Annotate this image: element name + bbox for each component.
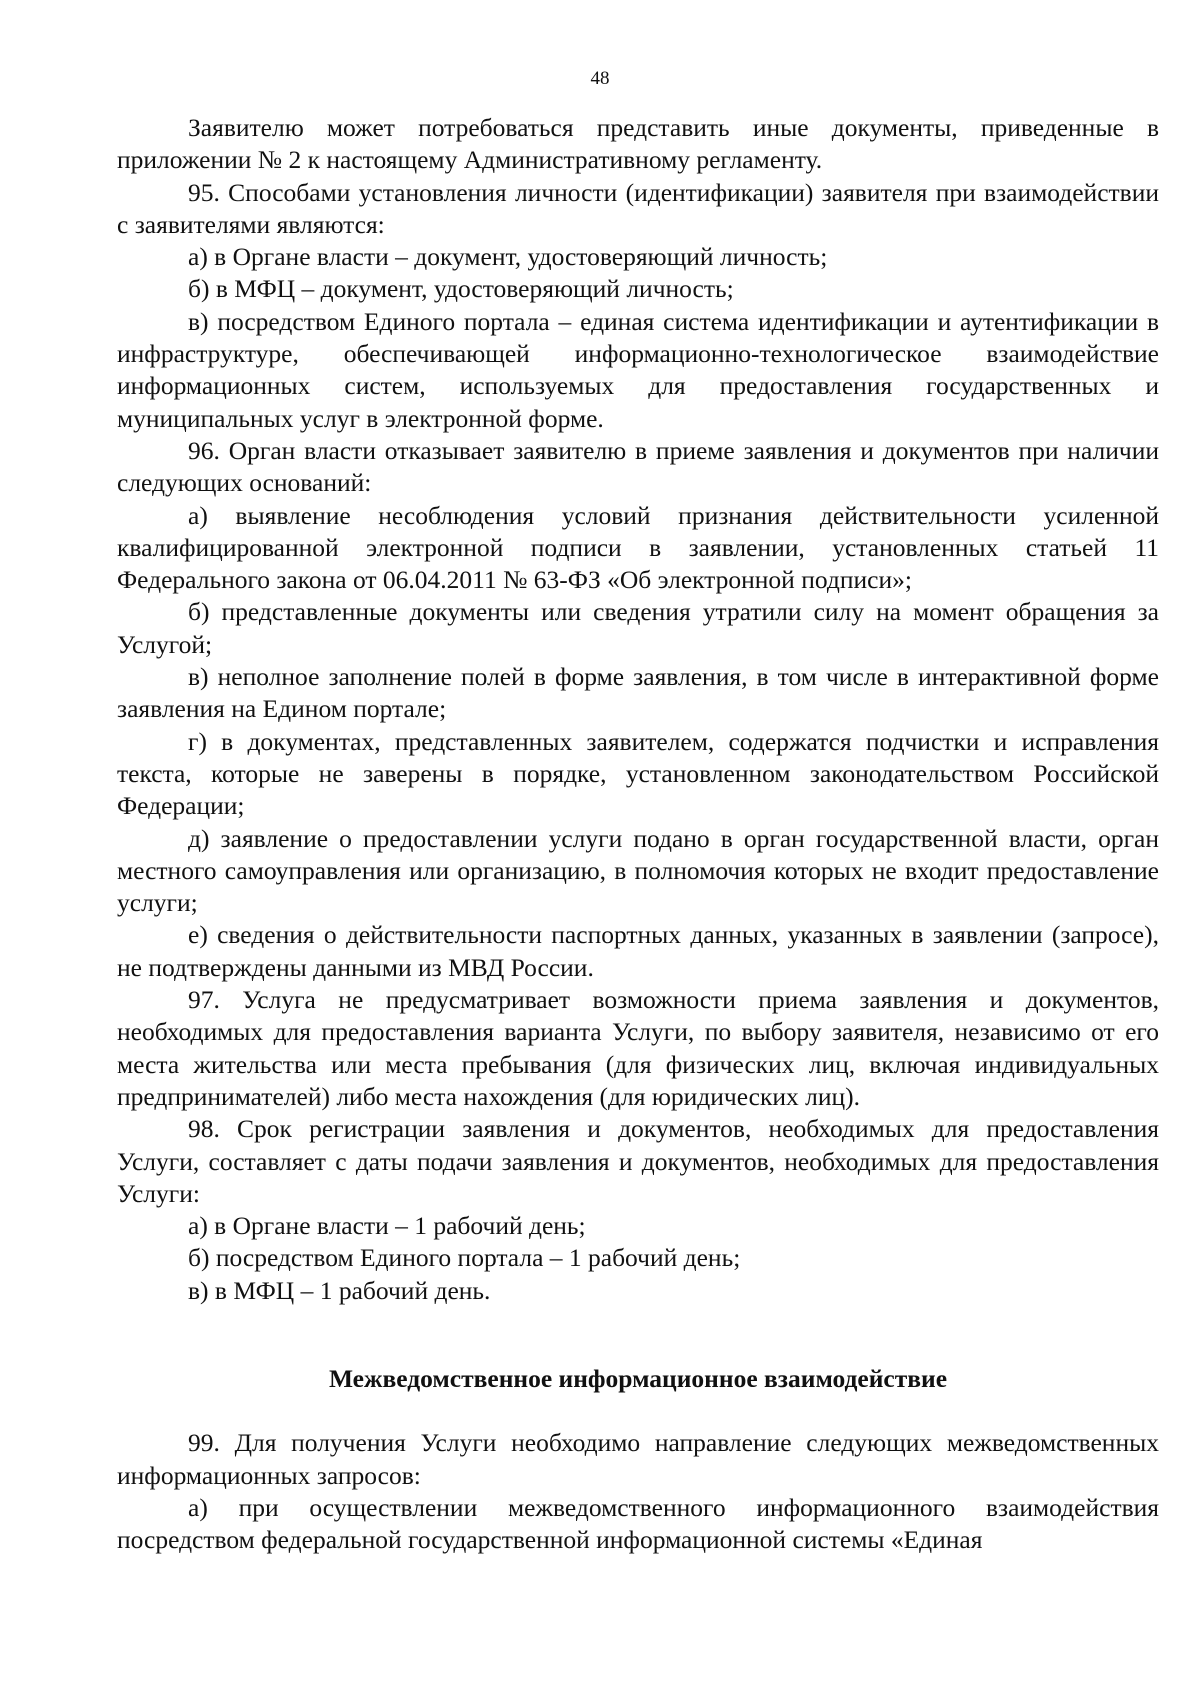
paragraph-98-a: а) в Органе власти – 1 рабочий день; xyxy=(188,1211,586,1241)
document-body xyxy=(117,112,1159,1556)
paragraph-95: 95. Способами установления личности (идентификации) заявителя при взаимодействии с заявителями являются: xyxy=(117,177,1159,239)
paragraph-96-e: е) сведения о действительности паспортных данных, указанных в заявлении (запросе), не подтверждены данными из МВД России. xyxy=(117,920,1159,982)
paragraph-95-b: б) в МФЦ – документ, удостоверяющий личность; xyxy=(188,274,734,304)
paragraph-98: 98. Срок регистрации заявления и документов, необходимых для предоставления Услуги, составляет с даты подачи заявления и документов, необходимых для предоставления Услуги: xyxy=(117,1114,1159,1208)
paragraph-96-d: д) заявление о предоставлении услуги подано в орган государственной власти, орган местного самоуправления или организацию, в полномочия которых не входит предоставление услуги; xyxy=(117,823,1159,918)
paragraph-96-a: а) выявление несоблюдения условий признания действительности усиленной квалифицированной электронной подписи в заявлении, установленных статьей 11 Федерального закона от 06.04.2011 № 63-ФЗ «Об электронной подписи»; xyxy=(117,500,1159,595)
paragraph-95-v: в) посредством Единого портала – единая система идентификации и аутентификации в инфраструктуре, обеспечивающей информационно-технологическое взаимодействие информационных систем, используемых для предоставления государственных и муниципальных услуг в электронной форме. xyxy=(117,306,1159,433)
paragraph-intro: Заявителю может потребоваться представить иные документы, приведенные в приложении № 2 к настоящему Административному регламенту. xyxy=(117,113,1159,175)
paragraph-98-v: в) в МФЦ – 1 рабочий день. xyxy=(188,1275,491,1305)
paragraph-96-v: в) неполное заполнение полей в форме заявления, в том числе в интерактивной форме заявления на Едином портале; xyxy=(117,662,1159,724)
paragraph-96-g: г) в документах, представленных заявителем, содержатся подчистки и исправления текста, которые не заверены в порядке, установленном законодательством Российской Федерации; xyxy=(117,726,1159,821)
paragraph-98-b: б) посредством Единого портала – 1 рабочий день; xyxy=(188,1243,741,1273)
section-heading: Межведомственное информационное взаимодействие xyxy=(328,1363,948,1393)
paragraph-96: 96. Орган власти отказывает заявителю в приеме заявления и документов при наличии следующих оснований: xyxy=(117,435,1159,498)
paragraph-99: 99. Для получения Услуги необходимо направление следующих межведомственных информационных запросов: xyxy=(117,1428,1159,1490)
paragraph-97: 97. Услуга не предусматривает возможности приема заявления и документов, необходимых для предоставления варианта Услуги, по выбору заявителя, независимо от его места жительства или места пребывания (для физических лиц, включая индивидуальных предпринимателей) либо места нахождения (для юридических лиц). xyxy=(117,985,1159,1111)
paragraph-96-b: б) представленные документы или сведения утратили силу на момент обращения за Услугой; xyxy=(117,597,1159,659)
paragraph-95-a: а) в Органе власти – документ, удостоверяющий личность; xyxy=(188,242,828,272)
page-number: 48 xyxy=(590,68,610,89)
paragraph-99-a: а) при осуществлении межведомственного информационного взаимодействия посредством федеральной государственной информационной системы «Единая xyxy=(117,1492,1159,1555)
